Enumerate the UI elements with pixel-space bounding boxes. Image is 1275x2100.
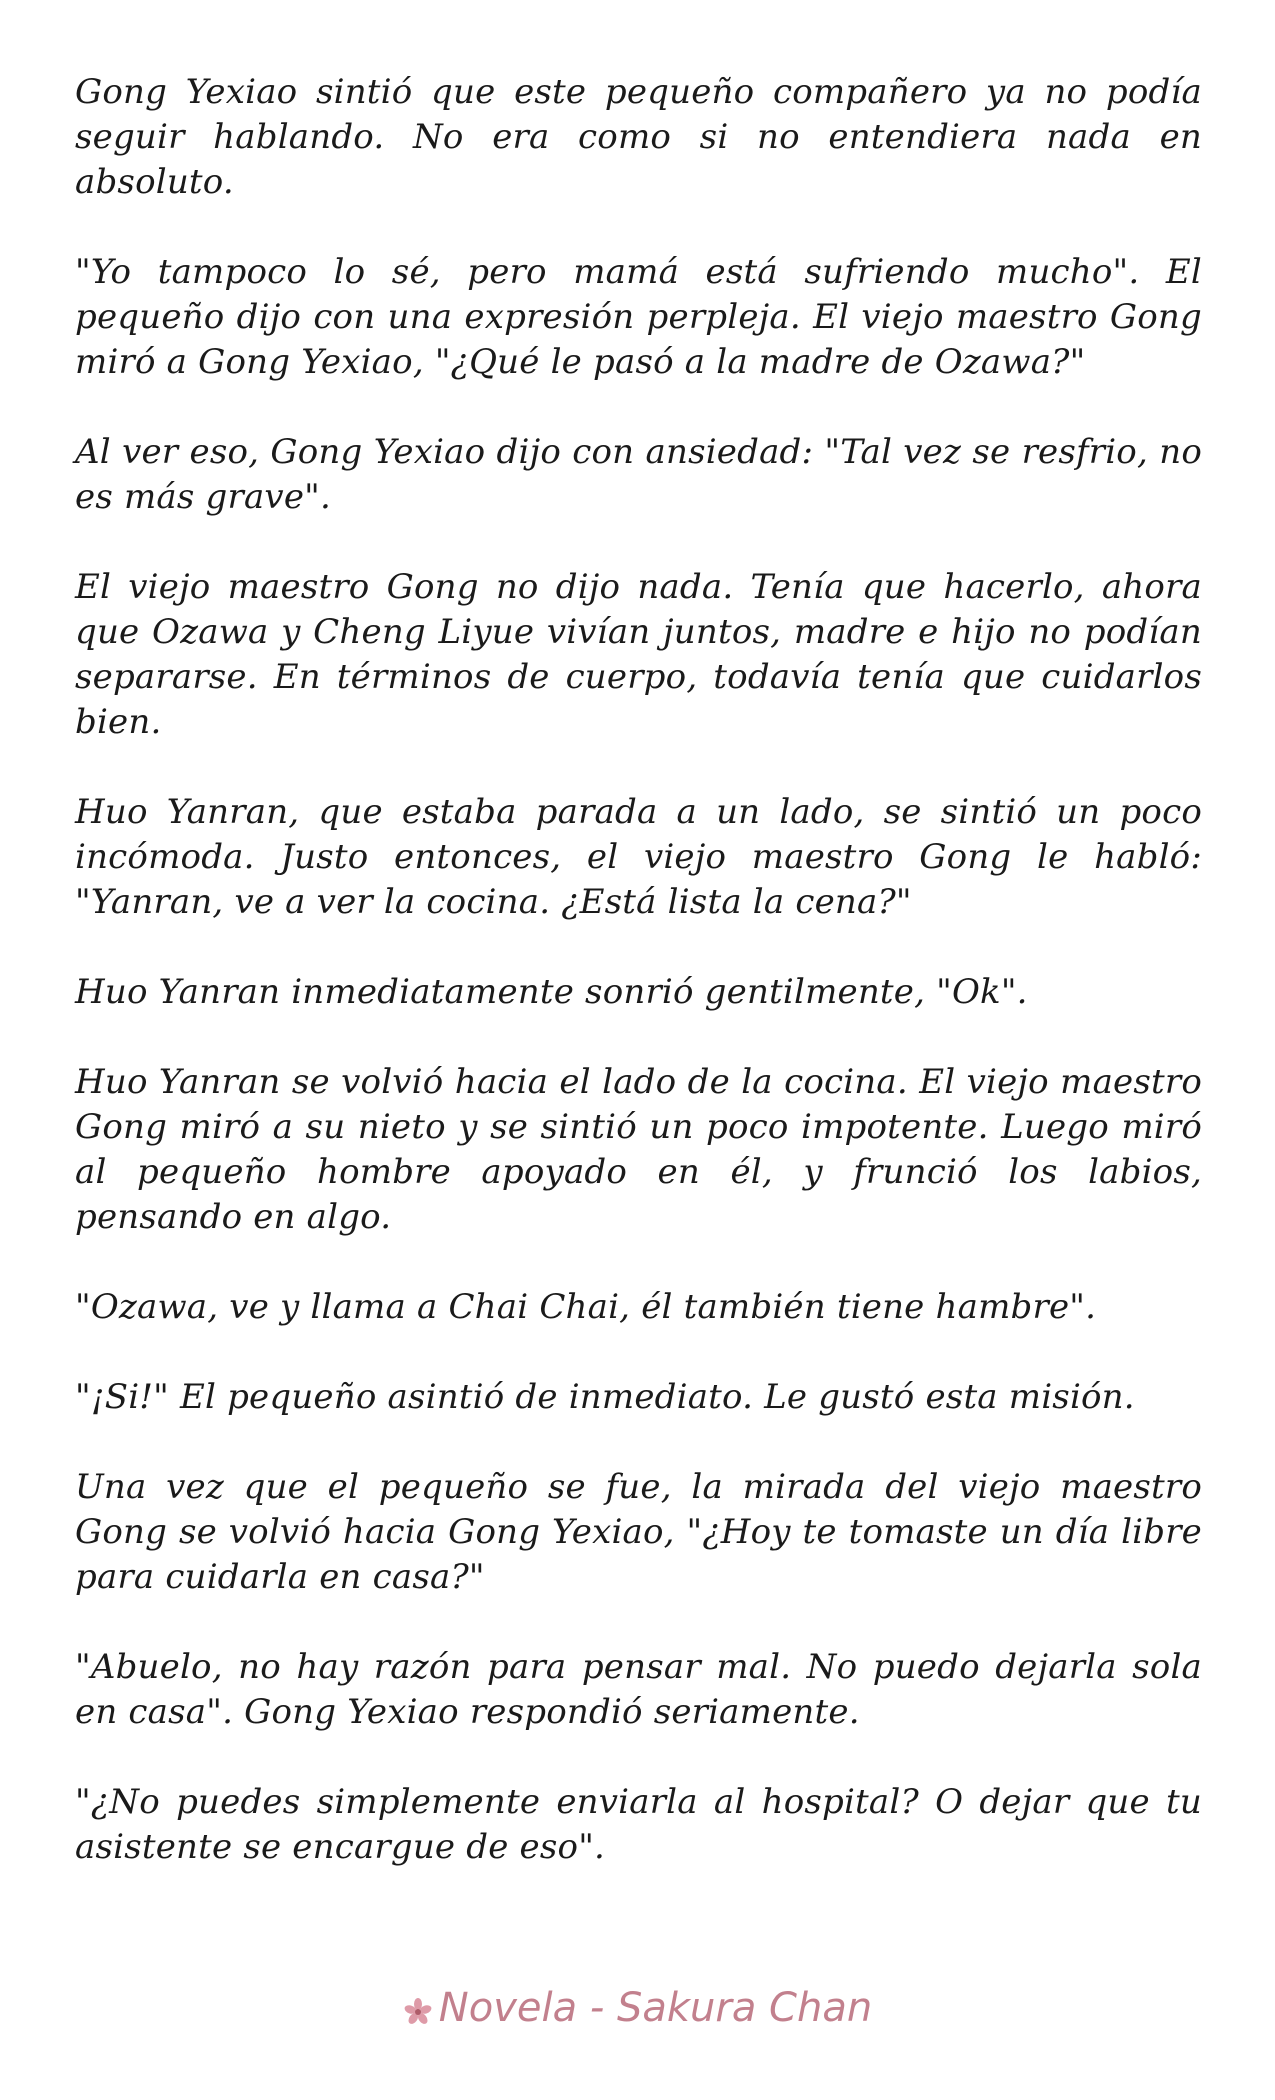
paragraph-3: Al ver eso, Gong Yexiao dijo con ansiedad: "Tal vez se resfrio, no es más grave". <box>75 432 1202 517</box>
paragraph-12: "¿No puedes simplemente enviarla al hospital? O dejar que tu asistente se encargue de eso". <box>75 1782 1202 1867</box>
paragraph-11: "Abuelo, no hay razón para pensar mal. No puedo dejarla sola en casa". Gong Yexiao respondió seriamente. <box>75 1647 1202 1732</box>
sakura-flower-icon <box>403 1991 433 2021</box>
paragraph-4: El viejo maestro Gong no dijo nada. Tenía que hacerlo, ahora que Ozawa y Cheng Liyue vivían juntos, madre e hijo no podían separarse. En términos de cuerpo, todavía tenía que cuidarlos bien. <box>75 567 1202 742</box>
paragraph-9: "¡Si!" El pequeño asintió de inmediato. Le gustó esta misión. <box>75 1377 1135 1417</box>
paragraph-7: Huo Yanran se volvió hacia el lado de la cocina. El viejo maestro Gong miró a su nieto y se sintió un poco impotente. Luego miró al pequeño hombre apoyado en él, y frunció los labios, pensando en algo. <box>75 1062 1202 1237</box>
paragraph-6: Huo Yanran inmediatamente sonrió gentilmente, "Ok". <box>75 972 1028 1012</box>
paragraph-10: Una vez que el pequeño se fue, la mirada del viejo maestro Gong se volvió hacia Gong Yexiao, "¿Hoy te tomaste un día libre para cuidarla en casa?" <box>75 1467 1202 1597</box>
paragraph-5: Huo Yanran, que estaba parada a un lado, se sintió un poco incómoda. Justo entonces, el viejo maestro Gong le habló: "Yanran, ve a ver la cocina. ¿Está lista la cena?" <box>75 792 1202 922</box>
paragraph-8: "Ozawa, ve y llama a Chai Chai, él también tiene hambre". <box>75 1287 1097 1327</box>
watermark <box>0 1985 1275 2031</box>
paragraph-1: Gong Yexiao sintió que este pequeño compañero ya no podía seguir hablando. No era como si no entendiera nada en absoluto. <box>75 72 1202 202</box>
paragraph-2: "Yo tampoco lo sé, pero mamá está sufriendo mucho". El pequeño dijo con una expresión perpleja. El viejo maestro Gong miró a Gong Yexiao, "¿Qué le pasó a la madre de Ozawa?" <box>75 252 1202 382</box>
document-body <box>75 70 1202 1870</box>
watermark-text: Novela - Sakura Chan <box>438 1985 873 2031</box>
